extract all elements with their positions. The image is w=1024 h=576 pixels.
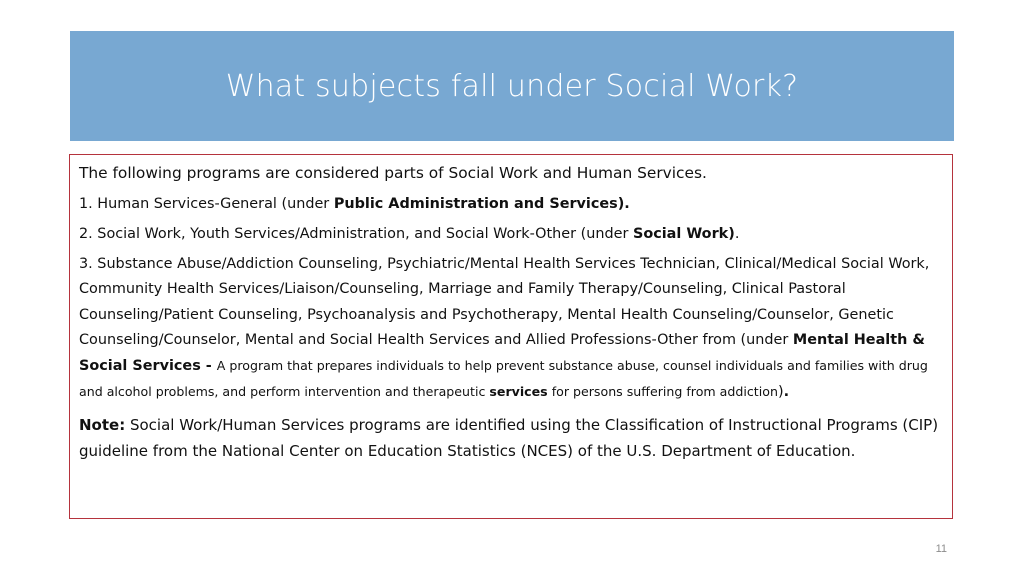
title-bar	[70, 31, 954, 141]
item3-services-word: services	[489, 384, 548, 400]
program-item-3	[79, 252, 942, 406]
intro-text: The following programs are considered parts of Social Work and Human Services.	[79, 164, 707, 182]
item1-category: Public Administration and Services).	[333, 196, 630, 212]
note-label: Note:	[79, 415, 126, 434]
item3-category: Mental Health & Social Services -	[79, 331, 925, 375]
program-item-2	[79, 222, 942, 246]
item1-text: 1. Human Services-General (under	[79, 196, 334, 212]
content-box	[69, 154, 953, 519]
item3-period: .	[783, 384, 790, 401]
program-item-1	[79, 192, 942, 216]
item2-text: 2. Social Work, Youth Services/Administration, and Social Work-Other (under	[79, 226, 633, 242]
item3-close-paren: )	[777, 384, 784, 401]
note-paragraph	[79, 412, 942, 464]
intro-paragraph	[79, 161, 942, 186]
item3-description-end: for persons suffering from addiction	[547, 384, 778, 400]
item2-suffix: .	[734, 226, 740, 242]
item3-description: A program that prepares individuals to help prevent substance abuse, counsel individuals and families with drug and alcohol problems, and perform intervention and therapeutic	[79, 358, 928, 400]
item2-category: Social Work)	[632, 226, 735, 242]
slide-title: What subjects fall under Social Work?	[225, 68, 799, 104]
page-number: 11	[935, 543, 947, 555]
note-text: Social Work/Human Services programs are identified using the Classification of Instructional Programs (CIP) guideline from the National Center on Education Statistics (NCES) of the U.S. Department of Education.	[79, 415, 939, 460]
item3-text: 3. Substance Abuse/Addiction Counseling, Psychiatric/Mental Health Services Technician, Clinical/Medical Social Work, Community Health Services/Liaison/Counseling, Marriage and Family Therapy/Counseling, Clinical Pastoral Counseling/Patient Counseling, Psychoanalysis and Psychotherapy, Mental Health Counseling/Counselor, Genetic Counseling/Counselor, Mental and Social Health Services and Allied Professions-Other from (under	[79, 256, 930, 348]
